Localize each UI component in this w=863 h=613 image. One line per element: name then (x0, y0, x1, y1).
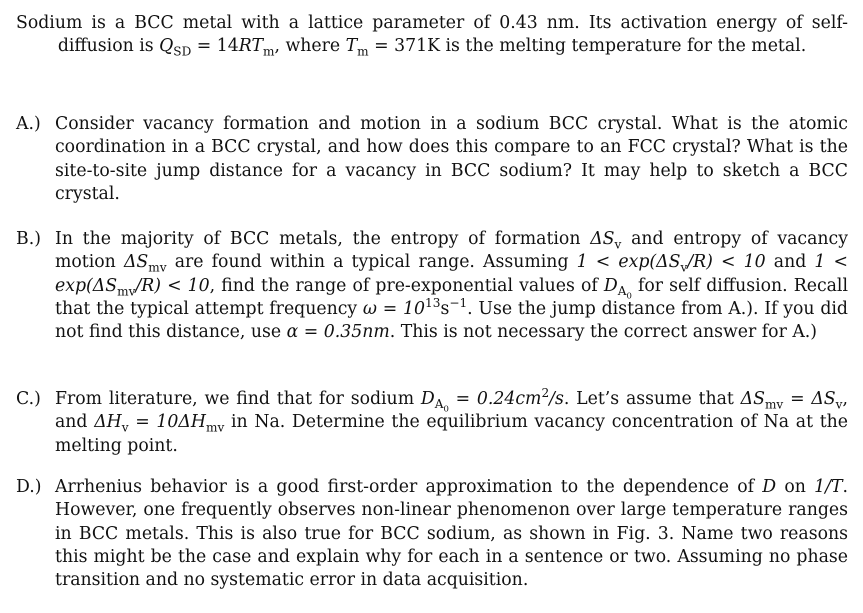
intro-text-3: is the melting temperature for the metal. (440, 36, 807, 57)
inequality-formation: $1 < \exp(\Delta S_v/R) < 10$ (576, 252, 766, 275)
question-d (16, 476, 848, 592)
question-label: A.) (16, 114, 41, 134)
inequality-motion: $1 < \exp(\Delta S_{mv}/R) < 10$ (55, 252, 849, 299)
q-sd-equals: = 14 (191, 36, 239, 57)
inverse-temperature: 1/T (814, 477, 843, 497)
intro-text-1: Sodium is a BCC metal with a lattice parameter of 0.43 nm. Its activation energy of self-diffusion is (16, 13, 848, 57)
question-text: From literature, we find that for sodium $D_{A_0} = 0.24cm^2/s$. Let’s assume that $\Delta S_{mv} = \Delta S_v$, and $\Delta H_v = 10\Delta H_{mv}$ in Na. Determine the equilibrium vacancy concentration of Na at the melting point. (55, 386, 848, 456)
question-text: In the majority of BCC metals, the entropy of formation $\Delta S_v$ and entropy of vacancy motion $\Delta S_{mv}$ are found within a typical range. Assuming $1 < \exp(\Delta S_v/R) < 10$ and $1 < \exp(\Delta S_{mv}/R) < 10$, find the range of pre-exponential values of $D_{A_0}$ for self diffusion. Recall that the typical attempt frequency $\omega = 10^{13}s^{-1}$. Use the jump distance from A.). If you did not find this distance, use α = 0.35nm. This is not necessary the correct answer for A.) (55, 229, 849, 343)
question-text: Consider vacancy formation and motion in a sodium BCC crystal. What is the atomic coordination in a BCC crystal, and how does this compare to an FCC crystal? What is the site-to-site jump distance for a vacancy in BCC sodium? It may help to sketch a BCC crystal. (55, 114, 848, 204)
motion-entropy-symbol: $\Delta S_{mv}$ (123, 252, 167, 275)
question-c (16, 388, 848, 458)
preexponential-symbol: $D_{A_0}$ (603, 275, 632, 301)
tm-symbol: $T_m$ (345, 36, 369, 59)
attempt-frequency: $\omega = 10^{13}s^{-1}$ (362, 296, 468, 319)
intro-paragraph (16, 12, 848, 59)
alpha-value: α = 0.35nm (286, 322, 390, 343)
q-sd-symbol: $Q_{SD}$ (159, 36, 192, 59)
question-label: D.) (16, 477, 42, 497)
preexponential-value: $D_{A_0} = 0.24cm^2/s$ (420, 386, 564, 414)
rt-symbol: $RT_m$ (238, 36, 275, 59)
question-b (16, 228, 848, 344)
formation-entropy-symbol: $\Delta S_v$ (590, 229, 622, 252)
question-label: B.) (16, 229, 41, 249)
question-label: C.) (16, 389, 41, 409)
intro-text-2: , where (274, 36, 346, 57)
tm-value: = 371K (368, 36, 441, 57)
diffusivity-symbol: D (762, 477, 777, 497)
entropy-equality: $\Delta S_{mv} = \Delta S_v$ (740, 389, 843, 412)
question-a (16, 113, 848, 206)
enthalpy-relation: $\Delta H_v = 10\Delta H_{mv}$ (94, 412, 225, 435)
question-text: Arrhenius behavior is a good first-order approximation to the dependence of D on 1/T. However, one frequently observes non-linear phenomenon over large temperature ranges in BCC metals. This is also true for BCC sodium, as shown in Fig. 3. Name two reasons this might be the case and explain why for each in a sentence or two. Assuming no phase transition and no systematic error in data acquisition. (55, 477, 848, 591)
